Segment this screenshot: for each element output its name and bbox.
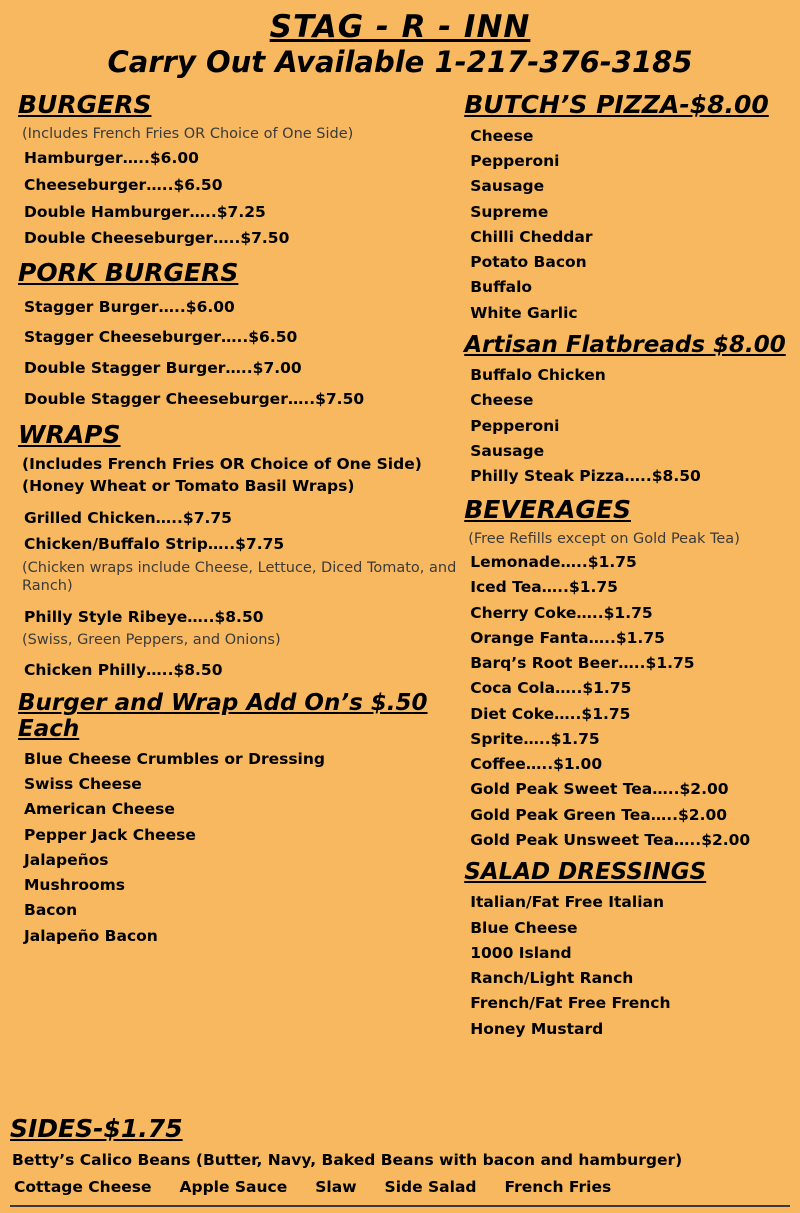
menu-column-left xyxy=(10,83,464,953)
menu-item: Sausage xyxy=(470,177,545,196)
menu-item: French/Fat Free French xyxy=(470,994,671,1013)
menu-item: Cherry Coke…..$1.75 xyxy=(470,603,653,622)
menu-item: Hamburger…..$6.00 xyxy=(24,149,199,168)
section-title-salad-dressings: SALAD DRESSINGS xyxy=(464,859,707,886)
menu-item: Cheeseburger…..$6.50 xyxy=(24,175,223,194)
section-pizza xyxy=(464,91,790,325)
menu-item: Mushrooms xyxy=(24,876,126,895)
burgers-note: (Includes French Fries OR Choice of One Side) xyxy=(22,125,354,142)
wraps-note-chicken: (Chicken wraps include Cheese, Lettuce, Diced Tomato, and Ranch) xyxy=(22,560,457,595)
menu-item: Jalapeño Bacon xyxy=(24,926,158,945)
sides-calico-beans: Betty’s Calico Beans (Butter, Navy, Baked Beans with bacon and hamburger) xyxy=(12,1150,683,1169)
section-title-pizza: BUTCH’S PIZZA-$8.00 xyxy=(464,90,769,120)
menu-item: Pepperoni xyxy=(470,152,560,171)
menu-item: Sausage xyxy=(470,441,545,460)
menu-item: Chilli Cheddar xyxy=(470,227,593,246)
menu-item: Double Cheeseburger…..$7.50 xyxy=(24,229,290,248)
section-addons xyxy=(18,691,464,948)
menu-item: Cheese xyxy=(470,391,534,410)
menu-item: Sprite…..$1.75 xyxy=(470,729,600,748)
section-flatbreads xyxy=(464,333,790,489)
menu-item: Barq’s Root Beer…..$1.75 xyxy=(470,654,695,673)
menu-item: Buffalo xyxy=(470,278,533,297)
section-sides xyxy=(10,1107,790,1207)
menu-item: Side Salad xyxy=(384,1177,477,1196)
menu-item: Potato Bacon xyxy=(470,253,587,272)
menu-item: Pepperoni xyxy=(470,416,560,435)
menu-item: Coca Cola…..$1.75 xyxy=(470,679,632,698)
wraps-note-philly: (Swiss, Green Peppers, and Onions) xyxy=(22,632,281,649)
menu-item: Coffee…..$1.00 xyxy=(470,755,603,774)
menu-item: Swiss Cheese xyxy=(24,775,142,794)
menu-item: Lemonade…..$1.75 xyxy=(470,553,637,572)
section-title-pork-burgers: PORK BURGERS xyxy=(18,258,239,288)
menu-item: 1000 Island xyxy=(470,943,572,962)
menu-item: Jalapeños xyxy=(24,850,109,869)
menu-columns xyxy=(10,83,790,1046)
menu-item: American Cheese xyxy=(24,800,175,819)
beverages-note: (Free Refills except on Gold Peak Tea) xyxy=(468,530,740,547)
section-title-burgers: BURGERS xyxy=(18,90,152,120)
menu-item: Bacon xyxy=(24,901,78,920)
bottom-divider xyxy=(10,1205,790,1207)
menu-item: Ranch/Light Ranch xyxy=(470,969,634,988)
menu-item: Iced Tea…..$1.75 xyxy=(470,578,618,597)
menu-item: Buffalo Chicken xyxy=(470,366,606,385)
menu-item: Double Stagger Cheeseburger…..$7.50 xyxy=(24,389,365,408)
menu-item: Diet Coke…..$1.75 xyxy=(470,704,631,723)
section-pork-burgers xyxy=(18,259,464,413)
menu-item: Double Stagger Burger…..$7.00 xyxy=(24,359,302,378)
menu-item: Supreme xyxy=(470,202,549,221)
menu-item: Orange Fanta…..$1.75 xyxy=(470,628,665,647)
section-wraps xyxy=(18,421,464,683)
menu-item: Italian/Fat Free Italian xyxy=(470,893,664,912)
menu-item: Blue Cheese xyxy=(470,918,578,937)
menu-item: White Garlic xyxy=(470,303,578,322)
menu-item: Grilled Chicken…..$7.75 xyxy=(24,508,232,527)
section-title-addons: Burger and Wrap Add On’s $.50 Each xyxy=(18,690,428,742)
menu-item: Philly Steak Pizza…..$8.50 xyxy=(470,467,701,486)
section-burgers xyxy=(18,91,464,251)
menu-item: Slaw xyxy=(315,1177,357,1196)
menu-item: Philly Style Ribeye…..$8.50 xyxy=(24,607,264,626)
menu-header xyxy=(10,10,790,79)
menu-item: Pepper Jack Cheese xyxy=(24,825,196,844)
menu-item: Apple Sauce xyxy=(179,1177,288,1196)
wraps-note-breads: (Honey Wheat or Tomato Basil Wraps) xyxy=(22,477,355,496)
section-salad-dressings xyxy=(464,860,790,1041)
menu-item: Gold Peak Green Tea…..$2.00 xyxy=(470,805,728,824)
menu-item: Gold Peak Sweet Tea…..$2.00 xyxy=(470,780,729,799)
menu-column-right xyxy=(464,83,790,1046)
sides-list xyxy=(12,1174,790,1201)
carry-out-phone: Carry Out Available 1-217-376-3185 xyxy=(107,45,693,80)
menu-item: Cheese xyxy=(470,126,534,145)
menu-item: Chicken/Buffalo Strip…..$7.75 xyxy=(24,535,285,554)
menu-item: Blue Cheese Crumbles or Dressing xyxy=(24,749,325,768)
menu-item: Honey Mustard xyxy=(470,1019,604,1038)
menu-item: Gold Peak Unsweet Tea…..$2.00 xyxy=(470,830,751,849)
section-beverages xyxy=(464,496,790,852)
section-title-sides: SIDES-$1.75 xyxy=(10,1114,183,1143)
section-title-beverages: BEVERAGES xyxy=(464,495,631,525)
menu-item: Stagger Burger…..$6.00 xyxy=(24,297,235,316)
restaurant-title: STAG - R - INN xyxy=(269,9,531,45)
section-title-wraps: WRAPS xyxy=(18,420,121,450)
menu-item: French Fries xyxy=(504,1177,612,1196)
menu-item: Chicken Philly…..$8.50 xyxy=(24,661,223,680)
section-title-flatbreads: Artisan Flatbreads $8.00 xyxy=(464,331,786,358)
menu-item: Cottage Cheese xyxy=(14,1177,152,1196)
menu-item: Double Hamburger…..$7.25 xyxy=(24,202,266,221)
wraps-note-sides: (Includes French Fries OR Choice of One Side) xyxy=(22,454,422,473)
menu-item: Stagger Cheeseburger…..$6.50 xyxy=(24,328,298,347)
